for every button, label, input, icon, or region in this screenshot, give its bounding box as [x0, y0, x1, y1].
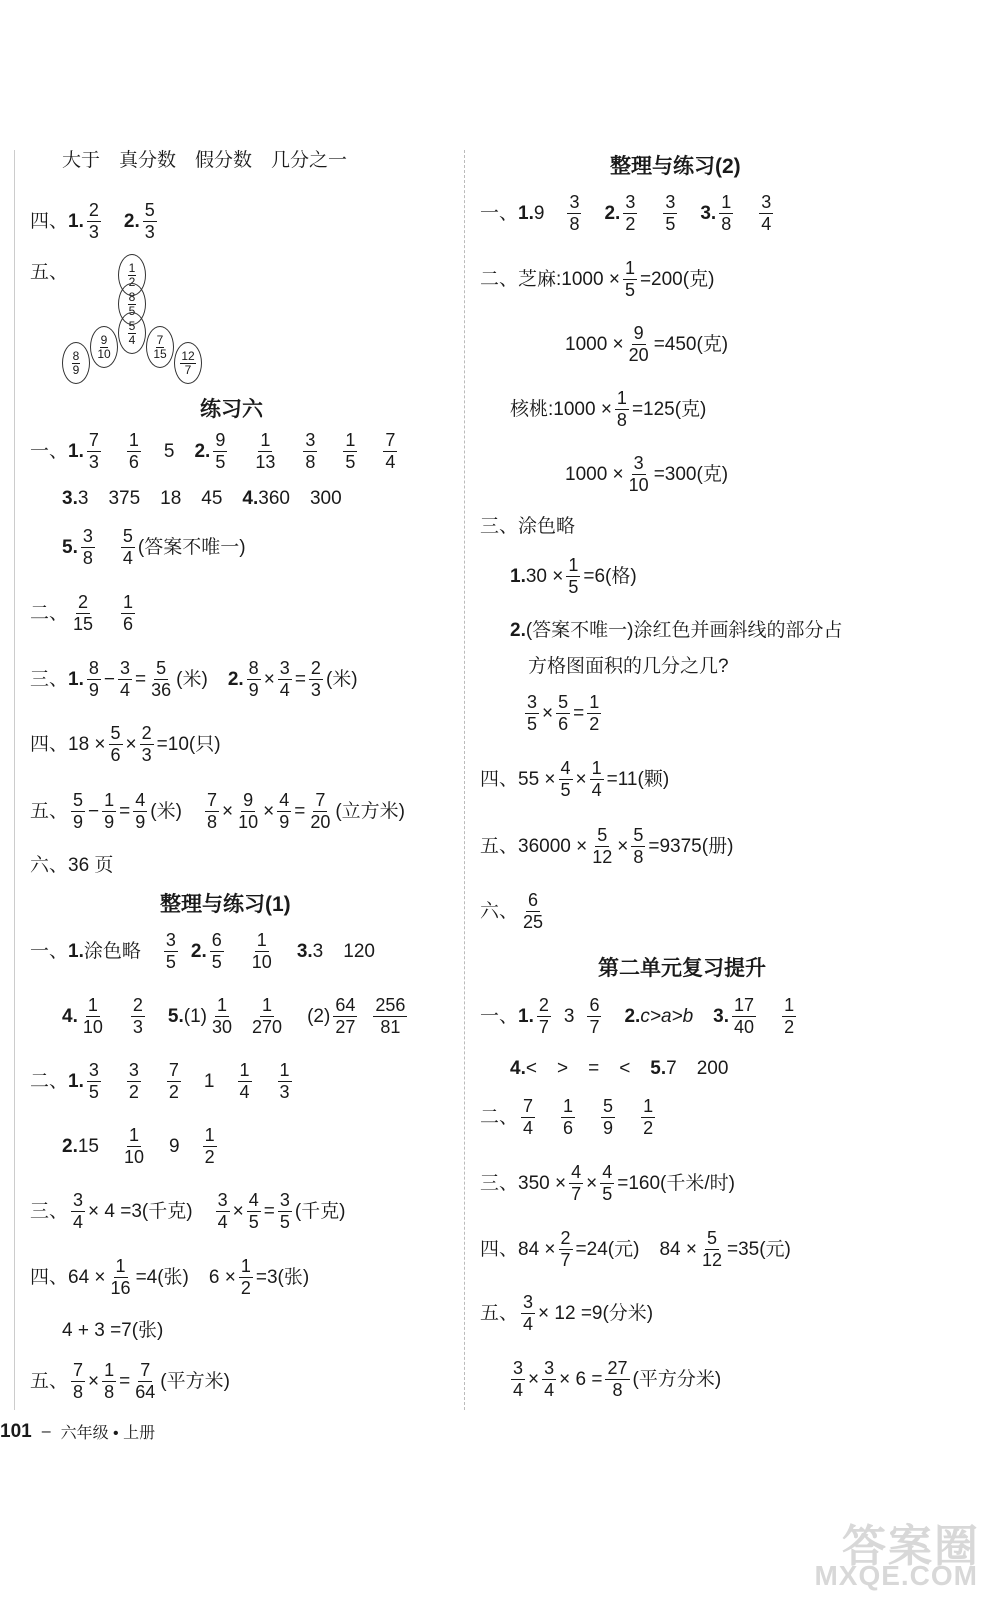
fraction: $\frac{7}{20}$ [310, 790, 331, 832]
fraction: $\frac{1}{8}$ [721, 192, 732, 234]
unit2-answer-2: 二、 $\frac{7}{4}$ $\frac{1}{6}$ $\frac{5}{9}$ $\frac{1}{2}$ [480, 1096, 654, 1138]
review2-answer-3: 三、涂色略 [480, 516, 576, 537]
fraction: $\frac{1}{6}$ [128, 430, 139, 472]
answer-4: 四、 1. $\frac{2}{3}$ 2. $\frac{5}{3}$ [30, 200, 155, 242]
review2-answer-3-2-cont: 方格图面积的几分之几? [528, 656, 729, 677]
fraction: $\frac{5}{12}$ [701, 1228, 722, 1270]
ex6-answer-4: 四、 18 × $\frac{5}{6}$ × $\frac{2}{3}$ =10(只) [30, 723, 221, 765]
fraction: $\frac{1}{2}$ [643, 1096, 654, 1138]
fraction: $\frac{9}{10}$ [97, 332, 111, 361]
review2-answer-3-1: 1. 30 × $\frac{1}{5}$ =6(格) [510, 555, 637, 597]
fraction: $\frac{3}{4}$ [217, 1190, 228, 1232]
footer-dash: – [41, 1422, 51, 1440]
fraction: $\frac{2}{3}$ [310, 658, 321, 700]
review2-answer-3-2: 2. (答案不唯一)涂红色并画斜线的部分占 [510, 620, 843, 641]
circled-fraction [118, 312, 146, 354]
fraction: $\frac{3}{4}$ [279, 658, 290, 700]
fraction: $\frac{1}{30}$ [212, 995, 233, 1037]
page-edge-line [14, 150, 15, 1410]
review2-answer-2b: 1000 × $\frac{9}{20}$ =450(克) [565, 323, 729, 365]
fraction: $\frac{3}{5}$ [665, 192, 676, 234]
fraction: $\frac{3}{4}$ [523, 1292, 534, 1334]
fraction: $\frac{27}{8}$ [607, 1358, 628, 1400]
watermark-url: MXQE.COM [814, 1560, 978, 1591]
fraction: $\frac{4}{5}$ [248, 1190, 259, 1232]
fraction: $\frac{7}{4}$ [523, 1096, 534, 1138]
review1-answer-1b: 4. $\frac{1}{10}$ $\frac{2}{3}$ 5. (1) $\frac{1}{30}$ $\frac{1}{270}$ (2) $\frac{64}{27}$ $\frac{256}{81}$ [62, 995, 406, 1037]
fraction: $\frac{5}{12}$ [592, 825, 613, 867]
fraction: $\frac{3}{5}$ [527, 692, 538, 734]
fraction: $\frac{9}{20}$ [628, 323, 649, 365]
fraction: $\frac{1}{2}$ [128, 260, 136, 289]
fraction: $\frac{3}{5}$ [165, 930, 176, 972]
fraction: $\frac{3}{4}$ [761, 192, 772, 234]
fraction: $\frac{1}{4}$ [239, 1060, 250, 1102]
review2-answer-2c: 核桃:1000 × $\frac{1}{8}$ =125(克) [510, 388, 707, 430]
answer-5-label: 五、 [30, 262, 69, 283]
fraction: $\frac{17}{40}$ [734, 995, 755, 1037]
fraction: $\frac{12}{7}$ [181, 348, 195, 377]
fraction: $\frac{3}{10}$ [628, 453, 649, 495]
fraction: $\frac{3}{2}$ [128, 1060, 139, 1102]
fraction: $\frac{1}{6}$ [123, 592, 134, 634]
fraction: $\frac{1}{9}$ [104, 790, 115, 832]
fraction: $\frac{64}{27}$ [335, 995, 356, 1037]
fraction: $\frac{2}{3}$ [88, 200, 99, 242]
review2-answer-2a: 二、 芝麻:1000 × $\frac{1}{5}$ =200(克) [480, 258, 715, 300]
fraction: $\frac{2}{3}$ [132, 995, 143, 1037]
ex6-answer-3: 三、 1. $\frac{8}{9}$ − $\frac{3}{4}$ = $\frac{5}{36}$ (米) 2. $\frac{8}{9}$ × $\frac{3}{4}$ = $\frac{2}{3}$ (米) [30, 658, 358, 700]
circled-fraction [90, 326, 118, 368]
review2-answer-1: 一、 1. 9 $\frac{3}{8}$ 2. $\frac{3}{2}$ $\frac{3}{5}$ 3. $\frac{1}{8}$ $\frac{3}{4}$ [480, 192, 772, 234]
fraction: $\frac{2}{7}$ [538, 995, 549, 1037]
fraction: $\frac{1}{16}$ [110, 1256, 131, 1298]
circled-fraction [146, 326, 174, 368]
fraction: $\frac{3}{8}$ [305, 430, 316, 472]
fraction: $\frac{1}{13}$ [255, 430, 276, 472]
unit2-answer-5a: 五、 $\frac{3}{4}$ × 12 =9(分米) [480, 1292, 654, 1334]
fraction: $\frac{7}{64}$ [135, 1360, 156, 1402]
fraction: $\frac{1}{2}$ [240, 1256, 251, 1298]
fraction: $\frac{7}{4}$ [385, 430, 396, 472]
review2-answer-6: 六、 $\frac{6}{25}$ [480, 890, 544, 932]
fraction: $\frac{7}{8}$ [206, 790, 217, 832]
fraction: $\frac{2}{7}$ [560, 1228, 571, 1270]
fraction: $\frac{7}{2}$ [168, 1060, 179, 1102]
fraction: $\frac{9}{5}$ [215, 430, 226, 472]
fraction: $\frac{1}{3}$ [279, 1060, 290, 1102]
page-footer [0, 1420, 155, 1443]
fraction: $\frac{4}{5}$ [602, 1162, 613, 1204]
review1-answer-5: 五、 $\frac{7}{8}$ × $\frac{1}{8}$ = $\frac{7}{64}$ (平方米) [30, 1360, 230, 1402]
fraction: $\frac{1}{10}$ [251, 930, 272, 972]
fraction: $\frac{1}{10}$ [124, 1125, 145, 1167]
fraction: $\frac{2}{3}$ [141, 723, 152, 765]
fraction: $\frac{2}{15}$ [73, 592, 94, 634]
review2-answer-3-3: $\frac{3}{5}$ × $\frac{5}{6}$ = $\frac{1}{2}$ [527, 692, 600, 734]
section-title-review-1: 整理与练习(1) [160, 893, 291, 916]
fraction: $\frac{1}{2}$ [589, 692, 600, 734]
fraction: $\frac{5}{4}$ [128, 318, 136, 347]
fraction: $\frac{6}{7}$ [589, 995, 600, 1037]
fraction: $\frac{7}{3}$ [88, 430, 99, 472]
fraction: $\frac{1}{270}$ [252, 995, 283, 1037]
fraction: $\frac{3}{8}$ [82, 526, 93, 568]
fraction: $\frac{4}{7}$ [571, 1162, 582, 1204]
circled-fraction [62, 342, 90, 384]
fraction: $\frac{5}{6}$ [110, 723, 121, 765]
section-title-review-2: 整理与练习(2) [610, 155, 741, 178]
ex6-answer-1b: 3. 3 375 18 45 4. 360 300 [62, 488, 342, 509]
review1-answer-1a: 一、 1. 涂色略 $\frac{3}{5}$ 2. $\frac{6}{5}$ $\frac{1}{10}$ 3. 3 120 [30, 930, 375, 972]
fraction: $\frac{5}{8}$ [633, 825, 644, 867]
fraction: $\frac{6}{5}$ [211, 930, 222, 972]
fraction: $\frac{1}{8}$ [616, 388, 627, 430]
fraction: $\frac{3}{5}$ [88, 1060, 99, 1102]
review2-answer-2d: 1000 × $\frac{3}{10}$ =300(克) [565, 453, 729, 495]
unit2-answer-1b: 4. < > = < 5. 7 200 [510, 1058, 729, 1079]
review1-answer-3: 三、 $\frac{3}{4}$ × 4 =3(千克) $\frac{3}{4}$ × $\frac{4}{5}$ = $\frac{3}{5}$ (千克) [30, 1190, 346, 1232]
fraction: $\frac{3}{4}$ [73, 1190, 84, 1232]
ex6-answer-2: 二、 $\frac{2}{15}$ $\frac{1}{6}$ [30, 592, 134, 634]
fraction: $\frac{9}{10}$ [238, 790, 259, 832]
page-number: 101 [0, 1420, 32, 1442]
review1-answer-2a: 二、 1. $\frac{3}{5}$ $\frac{3}{2}$ $\frac{7}{2}$ 1 $\frac{1}{4}$ $\frac{1}{3}$ [30, 1060, 290, 1102]
watermark-logo: 答案圈 [842, 1522, 980, 1571]
review1-answer-4a: 四、 64 × $\frac{1}{16}$ =4(张) 6 × $\frac{1}{2}$ =3(张) [30, 1256, 310, 1298]
fraction: $\frac{6}{25}$ [523, 890, 544, 932]
review2-answer-4: 四、 55 × $\frac{4}{5}$ × $\frac{1}{4}$ =11(颗) [480, 758, 670, 800]
fraction: $\frac{5}{9}$ [73, 790, 84, 832]
fraction: $\frac{1}{2}$ [784, 995, 795, 1037]
unit2-answer-3: 三、 350 × $\frac{4}{7}$ × $\frac{4}{5}$ =160(千米/时) [480, 1162, 735, 1204]
ex6-answer-1a: 一、 1. $\frac{7}{3}$ $\frac{1}{6}$ 5 2. $\frac{9}{5}$ $\frac{1}{13}$ $\frac{3}{8}$ $\frac{1}{5}$ $\frac{7}{4}$ [30, 430, 396, 472]
fraction: $\frac{8}{9}$ [72, 348, 80, 377]
fraction: $\frac{3}{4}$ [513, 1358, 524, 1400]
fraction: $\frac{5}{3}$ [144, 200, 155, 242]
unit2-answer-1a: 一、 1. $\frac{2}{7}$ 3 $\frac{6}{7}$ 2. c>a>b 3. $\frac{17}{40}$ $\frac{1}{2}$ [480, 995, 795, 1037]
fraction: $\frac{5}{6}$ [558, 692, 569, 734]
fraction: $\frac{4}{5}$ [560, 758, 571, 800]
fraction: $\frac{1}{4}$ [591, 758, 602, 800]
unit2-answer-4: 四、 84 × $\frac{2}{7}$ =24(元) 84 × $\frac{5}{12}$ =35(元) [480, 1228, 791, 1270]
fraction: $\frac{1}{5}$ [345, 430, 356, 472]
fraction: $\frac{3}{4}$ [120, 658, 131, 700]
fraction: $\frac{1}{5}$ [568, 555, 579, 597]
unit2-answer-5b: $\frac{3}{4}$ × $\frac{3}{4}$ × 6 = $\frac{27}{8}$ (平方分米) [513, 1358, 722, 1400]
review2-answer-5: 五、 36000 × $\frac{5}{12}$ × $\frac{5}{8}$ =9375(册) [480, 825, 734, 867]
column-divider [464, 150, 465, 1410]
fraction: $\frac{4}{9}$ [279, 790, 290, 832]
fraction: $\frac{8}{5}$ [128, 289, 136, 318]
fraction: $\frac{1}{2}$ [204, 1125, 215, 1167]
fraction: $\frac{7}{8}$ [73, 1360, 84, 1402]
review1-answer-4b: 4 + 3 =7(张) [62, 1320, 164, 1341]
fraction: $\frac{1}{10}$ [82, 995, 103, 1037]
ex6-answer-5: 五、 $\frac{5}{9}$ − $\frac{1}{9}$ = $\frac{4}{9}$ (米) $\frac{7}{8}$ × $\frac{9}{10}$ × $\frac{4}{9}$ = $\frac{7}{20}$ (立方米) [30, 790, 406, 832]
fraction: $\frac{3}{4}$ [544, 1358, 555, 1400]
circled-fraction [174, 342, 202, 384]
fraction: $\frac{1}{5}$ [624, 258, 635, 300]
grade-label: 六年级 • 上册 [60, 1425, 156, 1442]
answer-line-concepts: 大于 真分数 假分数 几分之一 [62, 150, 348, 171]
ex6-answer-1c: 5. $\frac{3}{8}$ $\frac{5}{4}$ (答案不唯一) [62, 526, 246, 568]
fraction: $\frac{5}{4}$ [122, 526, 133, 568]
fraction: $\frac{7}{15}$ [153, 332, 167, 361]
section-title-unit2-review: 第二单元复习提升 [598, 957, 766, 980]
ex6-answer-6: 六、36 页 [30, 855, 114, 876]
fraction: $\frac{3}{8}$ [569, 192, 580, 234]
fraction: $\frac{3}{2}$ [625, 192, 636, 234]
fraction: $\frac{1}{8}$ [104, 1360, 115, 1402]
fraction: $\frac{5}{9}$ [603, 1096, 614, 1138]
fraction: $\frac{256}{81}$ [375, 995, 406, 1037]
fraction: $\frac{5}{36}$ [151, 658, 172, 700]
fraction: $\frac{3}{5}$ [279, 1190, 290, 1232]
fraction: $\frac{8}{9}$ [88, 658, 99, 700]
fraction: $\frac{1}{6}$ [563, 1096, 574, 1138]
fraction: $\frac{8}{9}$ [248, 658, 259, 700]
fraction: $\frac{4}{9}$ [135, 790, 146, 832]
section-title-exercise-6: 练习六 [200, 398, 263, 421]
review1-answer-2b: 2. 15 $\frac{1}{10}$ 9 $\frac{1}{2}$ [62, 1125, 215, 1167]
